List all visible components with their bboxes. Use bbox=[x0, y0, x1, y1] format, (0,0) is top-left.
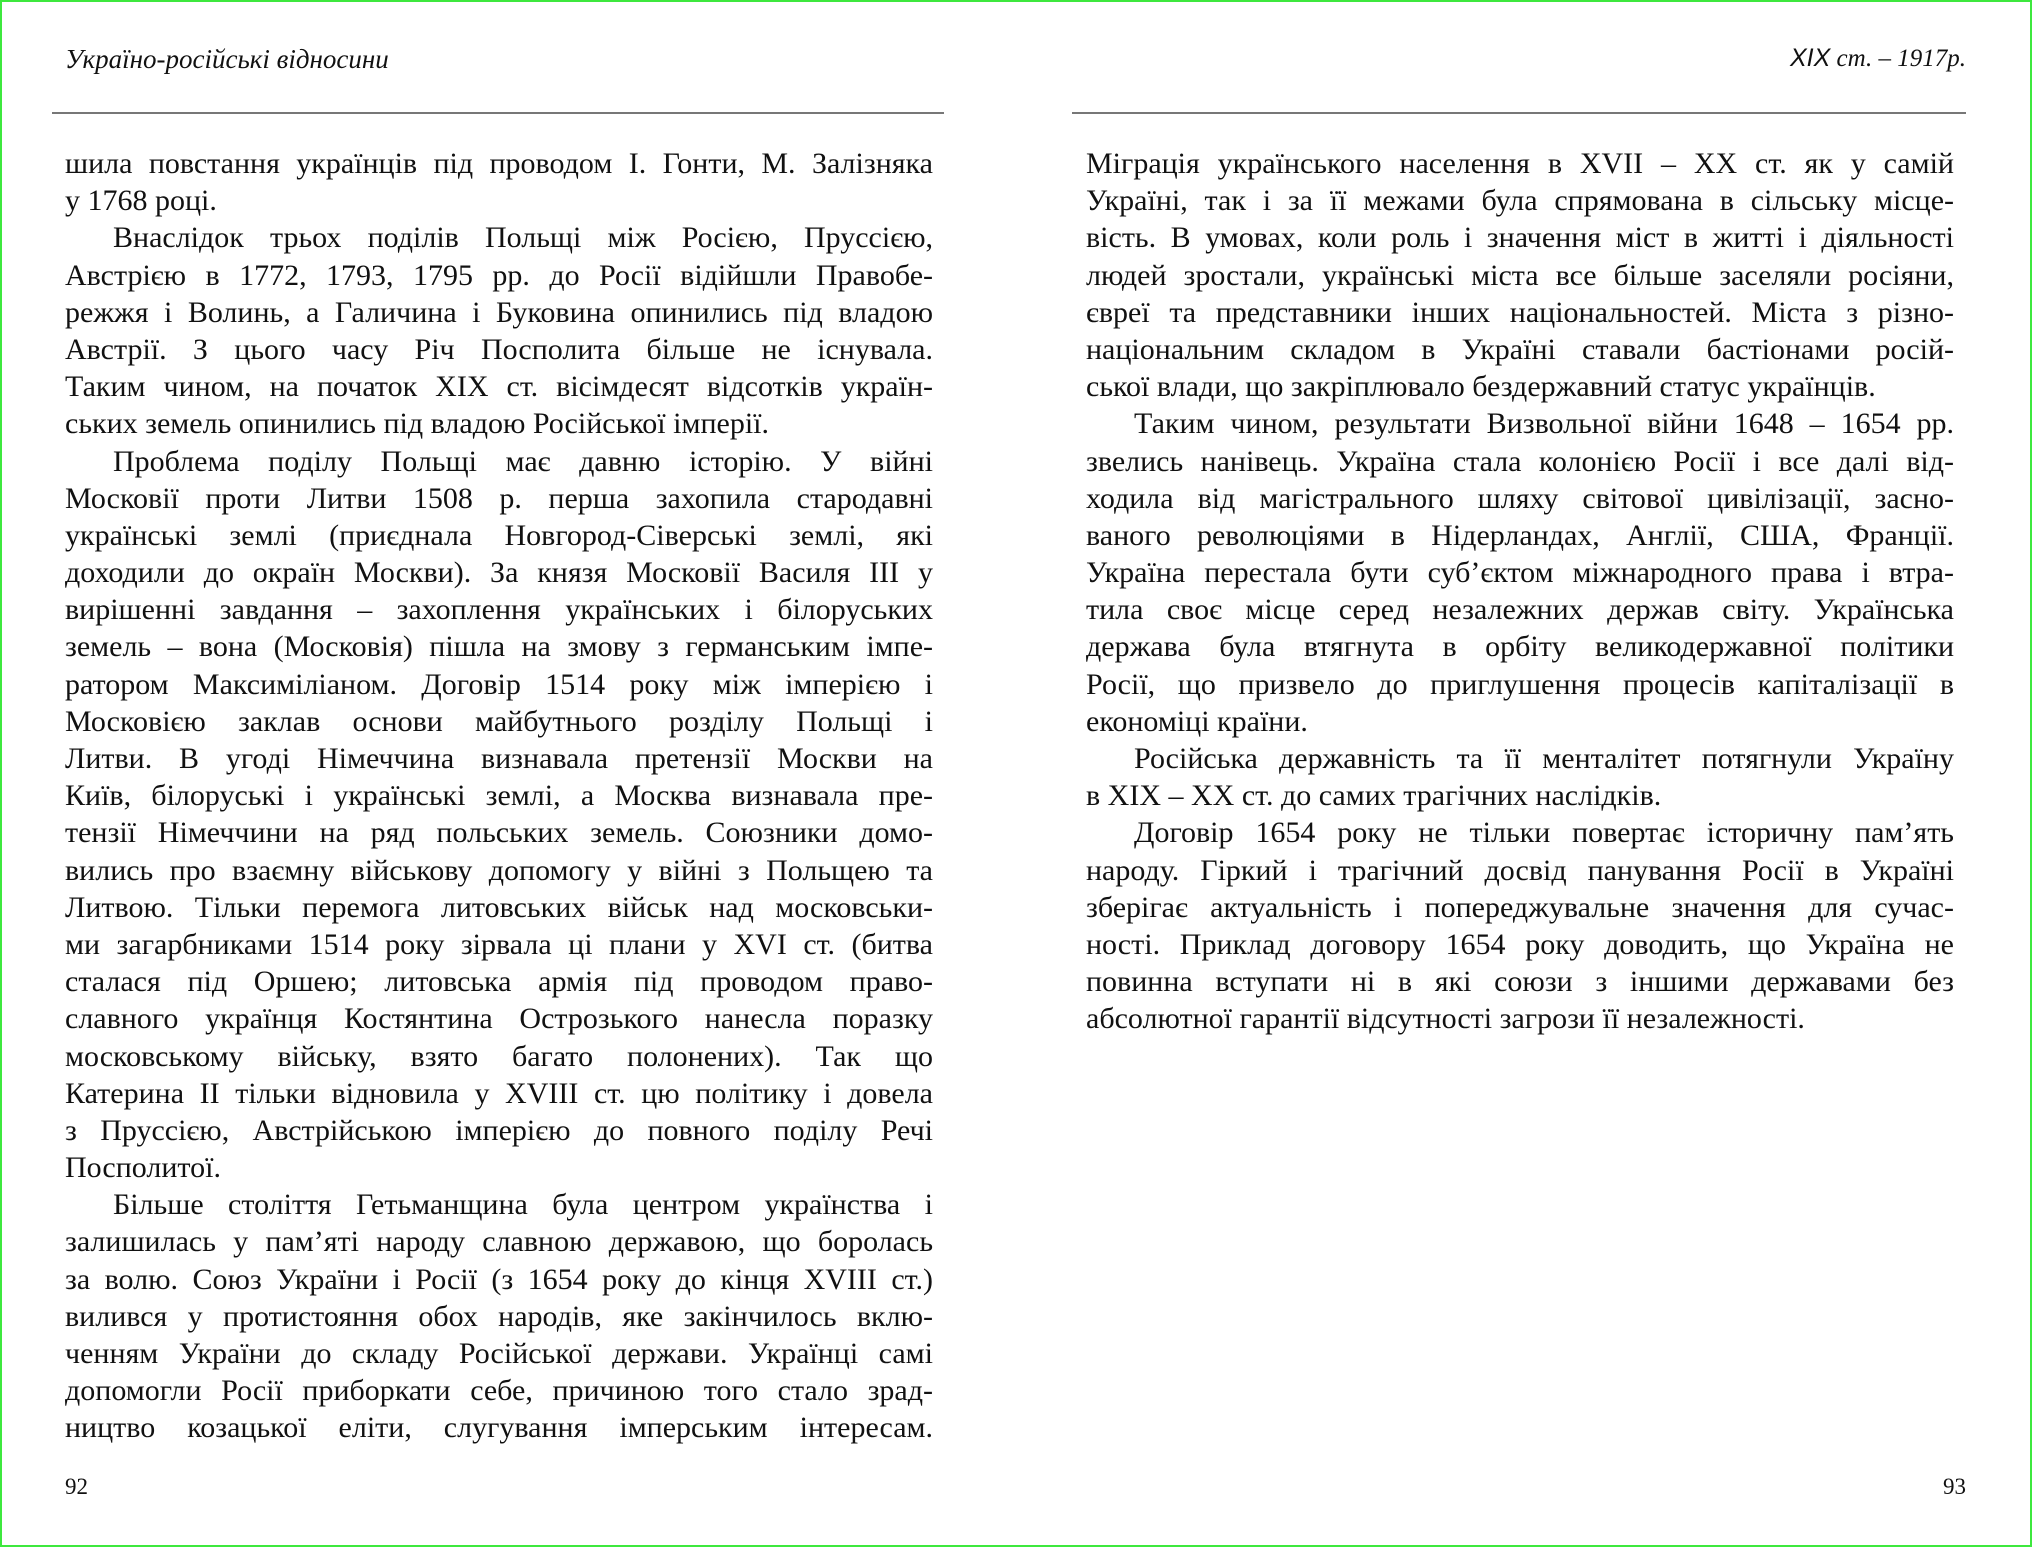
text-line: Договір 1654 року не тільки повертає історичну пам’ять bbox=[1134, 816, 1954, 850]
text-line: за волю. Союз України і Росії (з 1654 року до кінця XVIII ст.) bbox=[65, 1262, 933, 1296]
text-line: залишилась у пам’яті народу славною державою, що боролась bbox=[65, 1225, 933, 1259]
text-line: земель – вона (Московія) пішла на змову з германським імпе- bbox=[65, 630, 933, 664]
text-line: вилився у протистояння обох народів, яке закінчилось вклю- bbox=[65, 1299, 933, 1333]
header-rule bbox=[1072, 112, 1966, 114]
text-line: вість. В умовах, коли роль і значення міст в житті і діяльності bbox=[1086, 221, 1954, 255]
text-line: Австрією в 1772, 1793, 1795 рр. до Росії відійшли Правобе- bbox=[65, 258, 933, 292]
text-line: Литвою. Тільки перемога литовських військ над московськи- bbox=[65, 890, 933, 924]
text-line: ності. Приклад договору 1654 року доводить, що Україна не bbox=[1086, 927, 1954, 961]
text-line: національним складом в Україні ставали бастіонами росій- bbox=[1086, 332, 1954, 366]
text-line: євреї та представники інших національностей. Міста з різно- bbox=[1086, 295, 1954, 329]
text-line: з Пруссією, Австрійською імперією до повного поділу Речі bbox=[65, 1113, 933, 1147]
text-line: Катерина II тільки відновила у XVIII ст. цю політику і довела bbox=[65, 1076, 933, 1110]
page-number: 92 bbox=[65, 1474, 88, 1499]
text-line: економіці країни. bbox=[1086, 704, 1308, 738]
text-line: в XIX – XX ст. до самих трагічних наслідків. bbox=[1086, 779, 1662, 813]
paragraph bbox=[65, 145, 933, 219]
text-line: Московії проти Литви 1508 р. перша захопила стародавні bbox=[65, 481, 933, 515]
text-line: Таким чином, на початок XIX ст. вісімдесят відсотків україн- bbox=[65, 370, 933, 404]
text-line: ченням України до складу Російської держави. Українці самі bbox=[65, 1337, 933, 1370]
text-line: Таким чином, результати Визвольної війни 1648 – 1654 рр. bbox=[1134, 407, 1954, 441]
text-line: славного українця Костянтина Острозького нанесла поразку bbox=[65, 1002, 933, 1036]
text-line: Литви. В угоді Німеччина визнавала претензії Москви на bbox=[65, 742, 933, 775]
body-text bbox=[65, 145, 933, 1447]
text-line: сталася під Оршею; литовська армія під проводом право- bbox=[65, 965, 933, 999]
text-line: українські землі (приєднала Новгород-Сіверські землі, які bbox=[65, 518, 933, 552]
paragraph bbox=[1086, 145, 1954, 405]
text-line: Австрії. З цього часу Річ Посполита більше не існувала. bbox=[65, 332, 933, 366]
text-line: шила повстання українців під проводом І. Гонти, М. Залізняка bbox=[65, 147, 933, 180]
body-text bbox=[1086, 145, 1954, 1038]
text-line: Росії, що призвело до приглушення процесів капіталізації в bbox=[1086, 667, 1954, 701]
text-line: Московією заклав основи майбутнього розділу Польщі і bbox=[65, 704, 933, 738]
paragraph bbox=[1086, 405, 1954, 740]
paragraph bbox=[1086, 814, 1954, 1037]
text-line: людей зростали, українські міста все більше заселяли росіяни, bbox=[1086, 258, 1954, 292]
text-line: режжя і Волинь, а Галичина і Буковина опинились під владою bbox=[65, 295, 933, 329]
text-line: Україні, так і за її межами була спрямована в сільську місце- bbox=[1086, 184, 1954, 218]
text-line: Внаслідок трьох поділів Польщі між Росією, Пруссією, bbox=[113, 221, 933, 255]
text-line: Більше століття Гетьманщина була центром українства і bbox=[113, 1188, 933, 1222]
text-line: Проблема поділу Польщі має давню історію. У війні bbox=[113, 444, 933, 478]
text-line: народу. Гіркий і трагічний досвід панування Росії в Україні bbox=[1086, 853, 1954, 887]
text-line: у 1768 році. bbox=[65, 184, 217, 218]
text-line: доходили до окраїн Москви). За князя Московії Василя III у bbox=[65, 556, 933, 590]
paragraph bbox=[1086, 740, 1954, 814]
text-line: тензії Німеччини на ряд польських земель. Союзники домо- bbox=[65, 816, 933, 850]
text-line: московському війську, взято багато полонених). Так що bbox=[65, 1039, 933, 1073]
running-head-right bbox=[1790, 44, 1966, 73]
paragraph bbox=[65, 219, 933, 442]
running-head-rest: ст. – 1917р. bbox=[1830, 45, 1966, 72]
text-line: вирішенні завдання – захоплення українських і білоруських bbox=[65, 593, 933, 627]
text-line: зберігає актуальність і попереджувальне значення для сучас- bbox=[1086, 890, 1954, 924]
text-line: ратором Максиміліаном. Договір 1514 року між імперією і bbox=[65, 667, 933, 701]
header-rule bbox=[52, 112, 944, 114]
text-line: абсолютної гарантії відсутності загрози її незалежності. bbox=[1086, 1002, 1805, 1036]
paragraph bbox=[65, 1186, 933, 1446]
paragraph bbox=[65, 443, 933, 1187]
text-line: Посполитої. bbox=[65, 1151, 221, 1185]
text-line: ходила від магістрального шляху світової цивілізації, засно- bbox=[1086, 481, 1954, 515]
running-head-century: XIX bbox=[1789, 44, 1831, 72]
left-page bbox=[52, 0, 944, 1547]
running-head-left: Україно-російські відносини bbox=[65, 44, 389, 74]
text-line: допомогли Росії приборкати себе, причиною того стало зрад- bbox=[65, 1374, 933, 1408]
text-line: Україна перестала бути суб’єктом міжнародного права і втра- bbox=[1086, 556, 1954, 590]
page-number: 93 bbox=[1943, 1474, 1966, 1499]
text-line: повинна вступати ні в які союзи з іншими державами без bbox=[1086, 965, 1954, 999]
text-line: держава була втягнута в орбіту великодержавної політики bbox=[1086, 630, 1954, 664]
text-line: ваного революціями в Нідерландах, Англії, США, Франції. bbox=[1086, 518, 1954, 552]
text-line: вились про взаємну військову допомогу у війні з Польщею та bbox=[65, 853, 933, 887]
text-line: ських земель опинились під владою Російської імперії. bbox=[65, 407, 770, 441]
text-line: звелись нанівець. Україна стала колонією Росії і все далі від- bbox=[1086, 444, 1954, 478]
text-line: Російська державність та її менталітет потягнули Україну bbox=[1134, 742, 1954, 775]
text-line: ництво козацької еліти, слугування імперським інтересам. bbox=[65, 1411, 933, 1445]
right-page bbox=[1072, 0, 1966, 1547]
text-line: Київ, білоруські і українські землі, а Москва визнавала пре- bbox=[65, 779, 933, 813]
text-line: Міграція українського населення в XVII – XX ст. як у самій bbox=[1086, 147, 1954, 180]
text-line: ми загарбниками 1514 року зірвала ці плани у XVI ст. (битва bbox=[65, 927, 933, 961]
text-line: тила своє місце серед незалежних держав світу. Українська bbox=[1086, 593, 1954, 627]
text-line: ської влади, що закріплювало бездержавний статус українців. bbox=[1086, 370, 1876, 404]
